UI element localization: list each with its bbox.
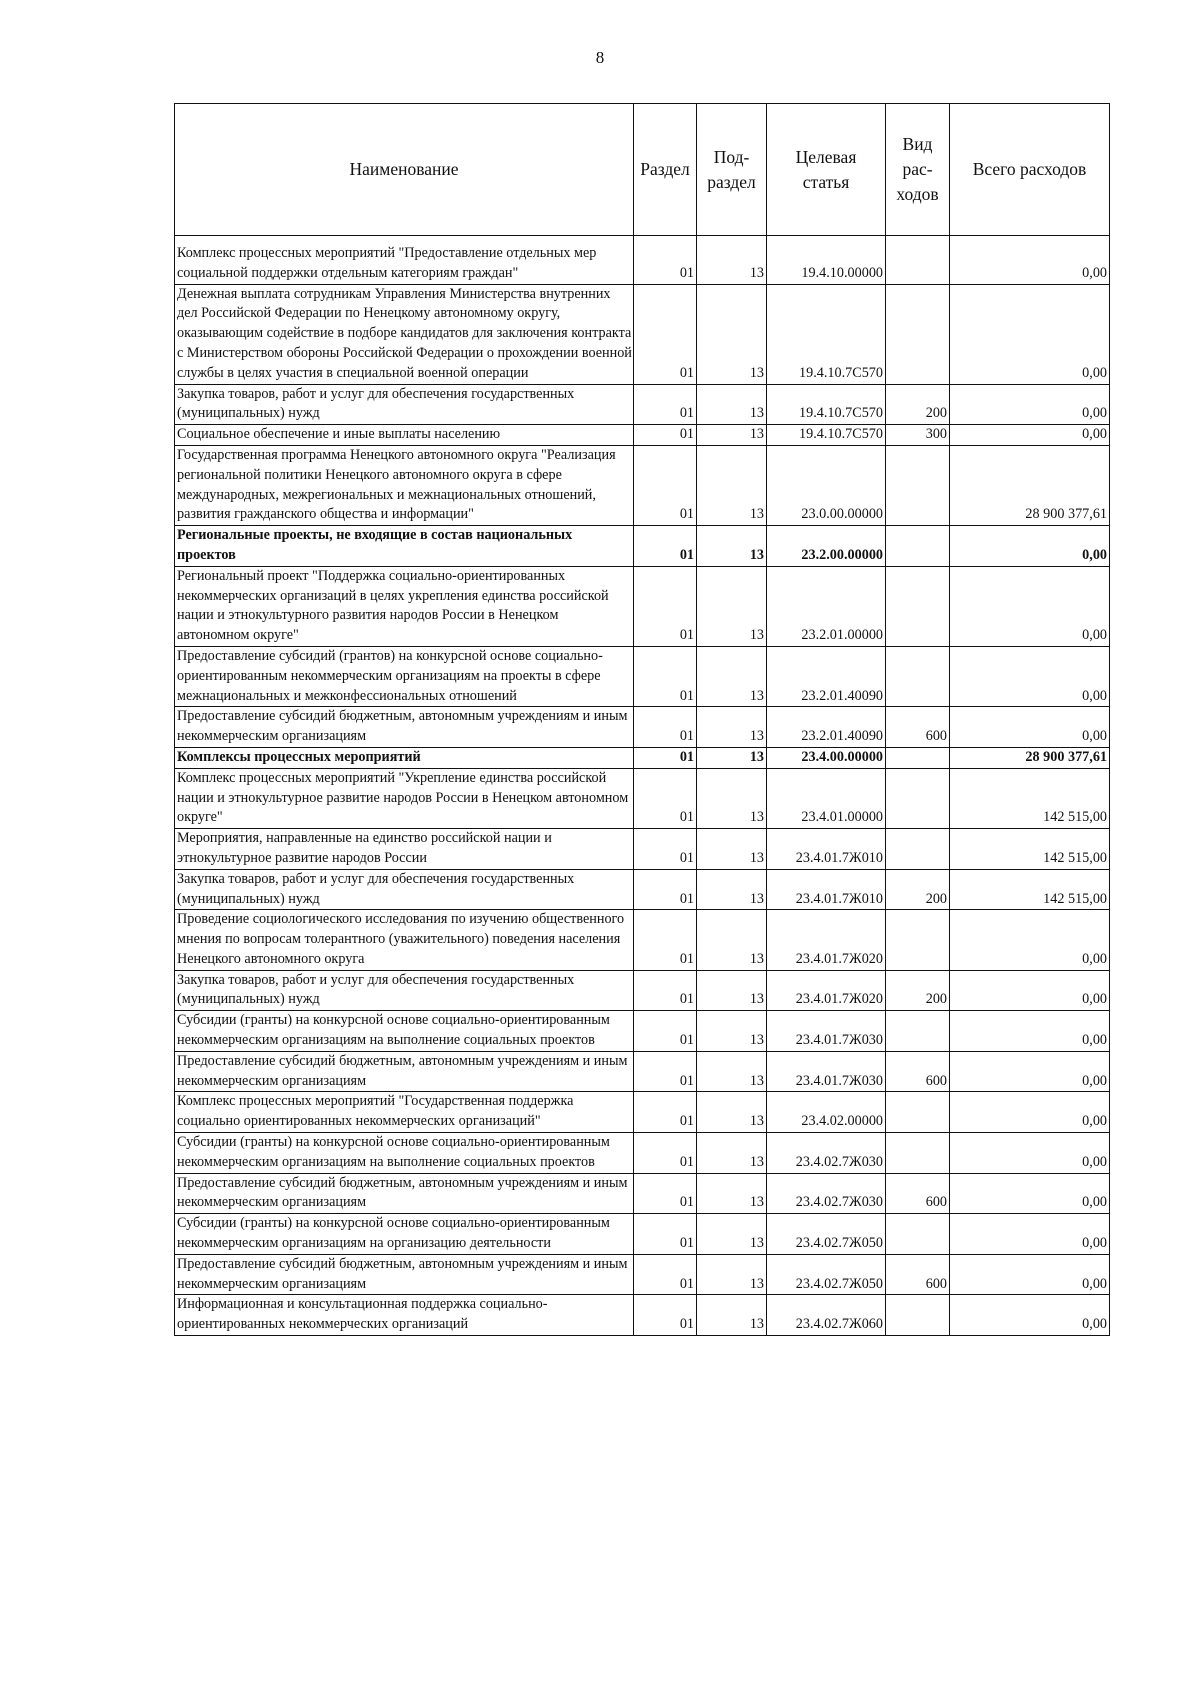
cell-expense-type: 600: [886, 1173, 950, 1214]
cell-section: 01: [634, 384, 697, 425]
cell-expense-type: 200: [886, 869, 950, 910]
cell-expense-type: [886, 445, 950, 525]
cell-total: 142 515,00: [950, 768, 1110, 828]
cell-expense-type: 600: [886, 1254, 950, 1295]
cell-section: 01: [634, 829, 697, 870]
cell-expense-type: [886, 646, 950, 706]
cell-expense-type: 200: [886, 970, 950, 1011]
cell-section: 01: [634, 1173, 697, 1214]
cell-expense-type: [886, 829, 950, 870]
cell-total: 0,00: [950, 1011, 1110, 1052]
cell-expense-type: [886, 1011, 950, 1052]
cell-total: 142 515,00: [950, 829, 1110, 870]
cell-total: 0,00: [950, 1051, 1110, 1092]
cell-total: 0,00: [950, 1133, 1110, 1174]
table-row: [175, 1254, 1110, 1295]
cell-subsection: 13: [697, 1295, 767, 1336]
cell-name: Предоставление субсидий бюджетным, автономным учреждениям и иным некоммерческим организациям: [175, 1051, 634, 1092]
header-expense-type: Вид рас- ходов: [886, 104, 950, 236]
header-total: Всего расходов: [950, 104, 1110, 236]
cell-target-article: 23.4.02.00000: [767, 1092, 886, 1133]
cell-expense-type: [886, 747, 950, 768]
table-row: [175, 384, 1110, 425]
cell-target-article: 19.4.10.7С570: [767, 384, 886, 425]
cell-expense-type: [886, 1133, 950, 1174]
cell-name: Комплекс процессных мероприятий "Предоставление отдельных мер социальной поддержки отдельным категориям граждан": [175, 244, 634, 284]
budget-table: [174, 103, 1110, 1336]
cell-section: 01: [634, 910, 697, 970]
header-spacer-row: [175, 236, 1110, 245]
cell-target-article: 23.4.02.7Ж050: [767, 1254, 886, 1295]
cell-target-article: 23.0.00.00000: [767, 445, 886, 525]
cell-target-article: 23.4.01.7Ж030: [767, 1011, 886, 1052]
header-target-article: Целевая статья: [767, 104, 886, 236]
cell-subsection: 13: [697, 707, 767, 748]
table-row: [175, 1011, 1110, 1052]
cell-total: 28 900 377,61: [950, 445, 1110, 525]
cell-target-article: 23.4.02.7Ж030: [767, 1133, 886, 1174]
cell-target-article: 23.2.00.00000: [767, 526, 886, 567]
cell-name: Предоставление субсидий бюджетным, автономным учреждениям и иным некоммерческим организациям: [175, 1254, 634, 1295]
cell-subsection: 13: [697, 526, 767, 567]
cell-target-article: 19.4.10.7С570: [767, 425, 886, 446]
cell-section: 01: [634, 1133, 697, 1174]
cell-target-article: 23.2.01.40090: [767, 646, 886, 706]
cell-name: Предоставление субсидий бюджетным, автономным учреждениям и иным некоммерческим организациям: [175, 707, 634, 748]
cell-expense-type: [886, 566, 950, 646]
cell-total: 0,00: [950, 970, 1110, 1011]
cell-subsection: 13: [697, 384, 767, 425]
cell-name: Комплекс процессных мероприятий "Укрепление единства российской нации и этнокультурное развитие народов России в Ненецком автономном округе": [175, 768, 634, 828]
cell-name: Государственная программа Ненецкого автономного округа "Реализация региональной политики Ненецкого автономного округа в сфере международных, межрегиональных и межнациональных отношений, развития гражданского общества и информации": [175, 445, 634, 525]
table-row: [175, 646, 1110, 706]
cell-total: 142 515,00: [950, 869, 1110, 910]
cell-name: Денежная выплата сотрудникам Управления Министерства внутренних дел Российской Федерации по Ненецкому автономному округу, оказывающим содействие в подборе кандидатов для заключения контракта с Министерством обороны Российской Федерации о прохождении военной службы в целях участия в специальной военной операции: [175, 284, 634, 384]
cell-name: Социальное обеспечение и иные выплаты населению: [175, 425, 634, 446]
cell-subsection: 13: [697, 445, 767, 525]
cell-subsection: 13: [697, 768, 767, 828]
cell-total: 0,00: [950, 1295, 1110, 1336]
header-section: Раздел: [634, 104, 697, 236]
cell-name: Региональный проект "Поддержка социально-ориентированных некоммерческих организаций в целях укрепления единства российской нации и этнокультурного развития народов России в Ненецком автономном округе": [175, 566, 634, 646]
cell-target-article: 19.4.10.00000: [767, 244, 886, 284]
cell-section: 01: [634, 768, 697, 828]
cell-section: 01: [634, 1295, 697, 1336]
cell-subsection: 13: [697, 1214, 767, 1255]
cell-section: 01: [634, 970, 697, 1011]
cell-expense-type: 600: [886, 1051, 950, 1092]
cell-subsection: 13: [697, 425, 767, 446]
table-row: [175, 1133, 1110, 1174]
cell-expense-type: [886, 284, 950, 384]
cell-subsection: 13: [697, 284, 767, 384]
cell-name: Комплекс процессных мероприятий "Государственная поддержка социально ориентированных некоммерческих организаций": [175, 1092, 634, 1133]
cell-target-article: 23.4.02.7Ж060: [767, 1295, 886, 1336]
cell-total: 0,00: [950, 910, 1110, 970]
cell-section: 01: [634, 747, 697, 768]
cell-target-article: 19.4.10.7С570: [767, 284, 886, 384]
cell-total: 0,00: [950, 1173, 1110, 1214]
cell-name: Комплексы процессных мероприятий: [175, 747, 634, 768]
cell-name: Субсидии (гранты) на конкурсной основе социально-ориентированным некоммерческим организациям на выполнение социальных проектов: [175, 1011, 634, 1052]
cell-expense-type: [886, 768, 950, 828]
cell-section: 01: [634, 1051, 697, 1092]
cell-subsection: 13: [697, 1254, 767, 1295]
cell-section: 01: [634, 445, 697, 525]
cell-name: Региональные проекты, не входящие в состав национальных проектов: [175, 526, 634, 567]
cell-section: 01: [634, 869, 697, 910]
cell-total: 0,00: [950, 526, 1110, 567]
table-row: [175, 768, 1110, 828]
cell-target-article: 23.4.01.7Ж010: [767, 869, 886, 910]
cell-name: Предоставление субсидий бюджетным, автономным учреждениям и иным некоммерческим организациям: [175, 1173, 634, 1214]
table-row: [175, 1051, 1110, 1092]
table-row: [175, 445, 1110, 525]
cell-section: 01: [634, 244, 697, 284]
cell-subsection: 13: [697, 1173, 767, 1214]
cell-total: 0,00: [950, 244, 1110, 284]
cell-name: Проведение социологического исследования по изучению общественного мнения по вопросам толерантного (уважительного) поведения населения Ненецкого автономного округа: [175, 910, 634, 970]
cell-section: 01: [634, 1092, 697, 1133]
cell-name: Закупка товаров, работ и услуг для обеспечения государственных (муниципальных) нужд: [175, 869, 634, 910]
cell-total: 0,00: [950, 1214, 1110, 1255]
cell-subsection: 13: [697, 646, 767, 706]
cell-target-article: 23.4.01.7Ж020: [767, 910, 886, 970]
cell-expense-type: 300: [886, 425, 950, 446]
table-row: [175, 869, 1110, 910]
cell-total: 0,00: [950, 284, 1110, 384]
cell-expense-type: [886, 910, 950, 970]
cell-subsection: 13: [697, 747, 767, 768]
table-row: [175, 284, 1110, 384]
cell-target-article: 23.4.00.00000: [767, 747, 886, 768]
cell-total: 0,00: [950, 384, 1110, 425]
cell-subsection: 13: [697, 869, 767, 910]
cell-section: 01: [634, 526, 697, 567]
table-row: [175, 1173, 1110, 1214]
header-subsection: Под- раздел: [697, 104, 767, 236]
cell-target-article: 23.2.01.00000: [767, 566, 886, 646]
cell-subsection: 13: [697, 910, 767, 970]
cell-expense-type: 600: [886, 707, 950, 748]
cell-total: 0,00: [950, 646, 1110, 706]
cell-total: 0,00: [950, 1254, 1110, 1295]
cell-name: Закупка товаров, работ и услуг для обеспечения государственных (муниципальных) нужд: [175, 384, 634, 425]
cell-expense-type: 200: [886, 384, 950, 425]
table-row: [175, 425, 1110, 446]
cell-section: 01: [634, 1254, 697, 1295]
cell-total: 28 900 377,61: [950, 747, 1110, 768]
table-row: [175, 707, 1110, 748]
table-row: [175, 829, 1110, 870]
page-number: 8: [595, 48, 605, 67]
cell-total: 0,00: [950, 707, 1110, 748]
cell-name: Субсидии (гранты) на конкурсной основе социально-ориентированным некоммерческим организациям на организацию деятельности: [175, 1214, 634, 1255]
cell-subsection: 13: [697, 1051, 767, 1092]
cell-subsection: 13: [697, 970, 767, 1011]
cell-total: 0,00: [950, 1092, 1110, 1133]
cell-expense-type: [886, 1295, 950, 1336]
cell-target-article: 23.2.01.40090: [767, 707, 886, 748]
table-row: [175, 910, 1110, 970]
table-row: [175, 566, 1110, 646]
cell-target-article: 23.4.01.7Ж030: [767, 1051, 886, 1092]
cell-subsection: 13: [697, 244, 767, 284]
table-row: [175, 1092, 1110, 1133]
cell-subsection: 13: [697, 1092, 767, 1133]
table-header-row: [175, 104, 1110, 236]
cell-subsection: 13: [697, 829, 767, 870]
cell-name: Закупка товаров, работ и услуг для обеспечения государственных (муниципальных) нужд: [175, 970, 634, 1011]
header-name: Наименование: [175, 104, 634, 236]
cell-section: 01: [634, 425, 697, 446]
cell-name: Субсидии (гранты) на конкурсной основе социально-ориентированным некоммерческим организациям на выполнение социальных проектов: [175, 1133, 634, 1174]
cell-total: 0,00: [950, 425, 1110, 446]
cell-section: 01: [634, 707, 697, 748]
table-row: [175, 970, 1110, 1011]
cell-subsection: 13: [697, 1133, 767, 1174]
cell-name: Предоставление субсидий (грантов) на конкурсной основе социально-ориентированным некоммерческим организациям на проекты в сфере межнациональных и межконфессиональных отношений: [175, 646, 634, 706]
table-row: [175, 244, 1110, 284]
table-row: [175, 1295, 1110, 1336]
table-row: [175, 747, 1110, 768]
cell-target-article: 23.4.02.7Ж050: [767, 1214, 886, 1255]
cell-target-article: 23.4.01.00000: [767, 768, 886, 828]
cell-section: 01: [634, 284, 697, 384]
cell-total: 0,00: [950, 566, 1110, 646]
table-row: [175, 526, 1110, 567]
cell-target-article: 23.4.02.7Ж030: [767, 1173, 886, 1214]
cell-target-article: 23.4.01.7Ж010: [767, 829, 886, 870]
cell-expense-type: [886, 526, 950, 567]
cell-expense-type: [886, 1214, 950, 1255]
table-row: [175, 1214, 1110, 1255]
cell-name: Мероприятия, направленные на единство российской нации и этнокультурное развитие народов России: [175, 829, 634, 870]
cell-section: 01: [634, 1214, 697, 1255]
cell-subsection: 13: [697, 1011, 767, 1052]
cell-section: 01: [634, 646, 697, 706]
cell-section: 01: [634, 566, 697, 646]
cell-expense-type: [886, 244, 950, 284]
cell-target-article: 23.4.01.7Ж020: [767, 970, 886, 1011]
cell-name: Информационная и консультационная поддержка социально-ориентированных некоммерческих организаций: [175, 1295, 634, 1336]
cell-section: 01: [634, 1011, 697, 1052]
cell-subsection: 13: [697, 566, 767, 646]
cell-expense-type: [886, 1092, 950, 1133]
